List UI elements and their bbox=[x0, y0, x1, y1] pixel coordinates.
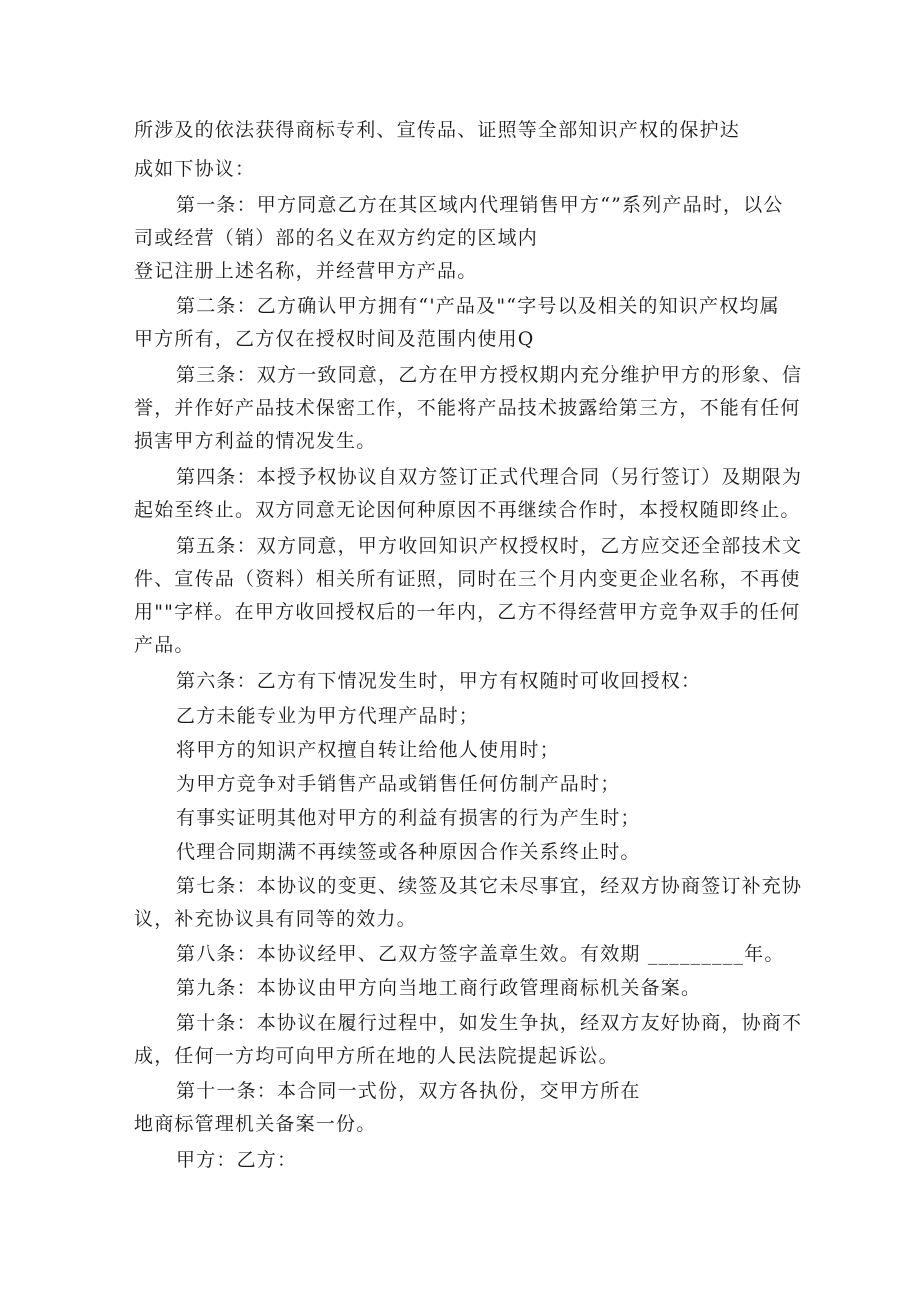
text-line: 件、宣传品（资料）相关所有证照，同时在三个月内变更企业名称，不再使 bbox=[134, 568, 801, 590]
text-line: 第六条：乙方有下情况发生时，甲方有权随时可收回授权： bbox=[176, 670, 702, 692]
text-line: 第十一条：本合同一式份，双方各执份，交甲方所在 bbox=[176, 1080, 641, 1102]
text-line: 第九条：本协议由甲方向当地工商行政管理商标机关备案。 bbox=[176, 977, 702, 999]
text-line: 登记注册上述名称，并经营甲方产品。 bbox=[134, 260, 478, 282]
text-line: 用""字样。在甲方收回授权后的一年内，乙方不得经营甲方竞争双手的任何 bbox=[134, 601, 801, 623]
text-line: 誉，并作好产品技术保密工作，不能将产品技术披露给第三方，不能有任何 bbox=[134, 397, 801, 419]
text-line: 代理合同期满不再续签或各种原因合作关系终止时。 bbox=[176, 841, 641, 863]
text-line: 第十条：本协议在履行过程中，如发生争执，经双方友好协商，协商不 bbox=[176, 1012, 803, 1034]
text-line: 成如下协议： bbox=[134, 158, 256, 180]
text-line: 将甲方的知识产权擅自转让给他人使用时； bbox=[176, 739, 560, 761]
text-line: 成，任何一方均可向甲方所在地的人民法院提起诉讼。 bbox=[134, 1045, 619, 1067]
text-line: 议，补充协议具有同等的效力。 bbox=[134, 908, 417, 930]
text-line: 第一条：甲方同意乙方在其区域内代理销售甲方“”系列产品时，以公 bbox=[176, 194, 784, 216]
text-line: 司或经营（销）部的名义在双方约定的区域内 bbox=[134, 227, 539, 249]
text-line: 起始至终止。双方同意无论因何种原因不再继续合作时，本授权随即终止。 bbox=[134, 499, 801, 521]
signature-line: 甲方：乙方： bbox=[176, 1149, 298, 1171]
text-line: 为甲方竞争对手销售产品或销售任何仿制产品时； bbox=[176, 773, 621, 795]
text-line: 第五条：双方同意，甲方收回知识产权授权时，乙方应交还全部技术文 bbox=[176, 535, 803, 557]
text-line: 第二条：乙方确认甲方拥有“'产品及"“字号以及相关的知识产权均属 bbox=[176, 295, 780, 317]
text-line: 乙方未能专业为甲方代理产品时； bbox=[176, 705, 480, 727]
text-line: 地商标管理机关备案一份。 bbox=[134, 1113, 377, 1135]
text-line: 有事实证明其他对甲方的利益有损害的行为产生时； bbox=[176, 807, 641, 829]
text-line: 产品。 bbox=[134, 634, 195, 656]
text-line: 第八条：本协议经甲、乙双方签字盖章生效。有效期 _________年。 bbox=[176, 943, 785, 965]
text-line: 甲方所有，乙方仅在授权时间及范围内使用Q bbox=[134, 328, 535, 350]
text-line: 损害甲方利益的情况发生。 bbox=[134, 430, 377, 452]
text-line: 第七条：本协议的变更、续签及其它未尽事宜，经双方协商签订补充协 bbox=[176, 875, 803, 897]
text-line: 所涉及的依法获得商标专利、宣传品、证照等全部知识产权的保护达 bbox=[134, 119, 741, 141]
text-line: 第四条：本授予权协议自双方签订正式代理合同（另行签订）及期限为 bbox=[176, 466, 803, 488]
text-line: 第三条：双方一致同意，乙方在甲方授权期内充分维护甲方的形象、信 bbox=[176, 364, 803, 386]
